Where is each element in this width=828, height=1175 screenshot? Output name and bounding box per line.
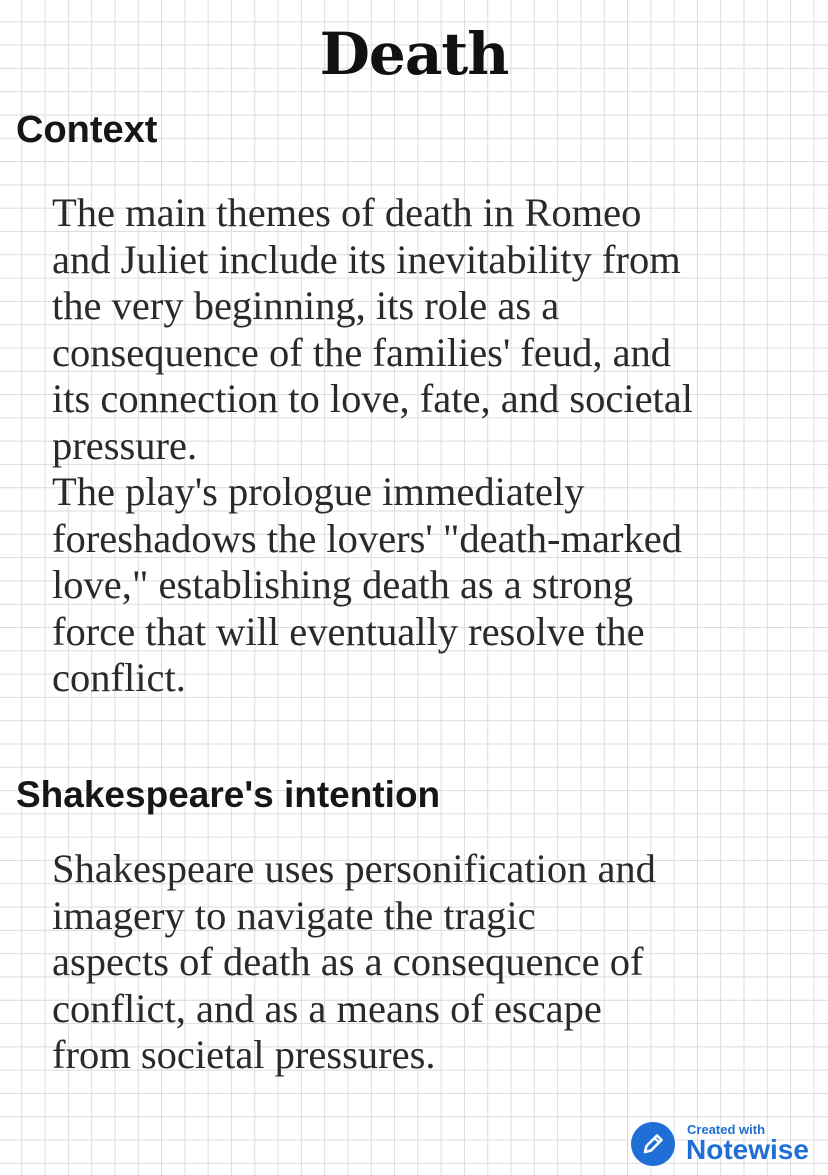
context-line: consequence of the families' feud, and <box>52 329 672 375</box>
pencil-icon <box>631 1122 675 1166</box>
context-line: and Juliet include its inevitability from <box>52 236 681 282</box>
intention-line: from societal pressures. <box>52 1032 436 1077</box>
context-line: pressure. <box>52 422 198 468</box>
intention-heading: Shakespeare's intention <box>16 774 441 815</box>
context-line: The main themes of death in Romeo <box>52 190 642 235</box>
intention-line: Shakespeare uses personification and <box>52 846 656 891</box>
context-line: the very beginning, its role as a <box>52 283 560 328</box>
badge-small-text: Created with <box>687 1122 766 1137</box>
page-title: Death <box>319 20 509 88</box>
context-line: foreshadows the lovers' "death-marked <box>52 515 682 561</box>
context-body <box>52 190 822 702</box>
badge-brand-name: Notewise <box>686 1134 809 1165</box>
context-line: love," establishing death as a strong <box>52 562 634 607</box>
context-heading: Context <box>16 109 158 151</box>
created-with-notewise-badge <box>631 1121 821 1167</box>
context-line: force that will eventually resolve the <box>52 608 645 654</box>
intention-line: aspects of death as a consequence of <box>52 939 644 984</box>
intention-body <box>52 846 822 1079</box>
context-line: The play's prologue immediately <box>52 469 585 514</box>
context-line: its connection to love, fate, and societal <box>52 376 694 421</box>
context-line: conflict. <box>52 655 186 700</box>
intention-line: conflict, and as a means of escape <box>52 985 602 1031</box>
intention-line: imagery to navigate the tragic <box>52 892 536 938</box>
